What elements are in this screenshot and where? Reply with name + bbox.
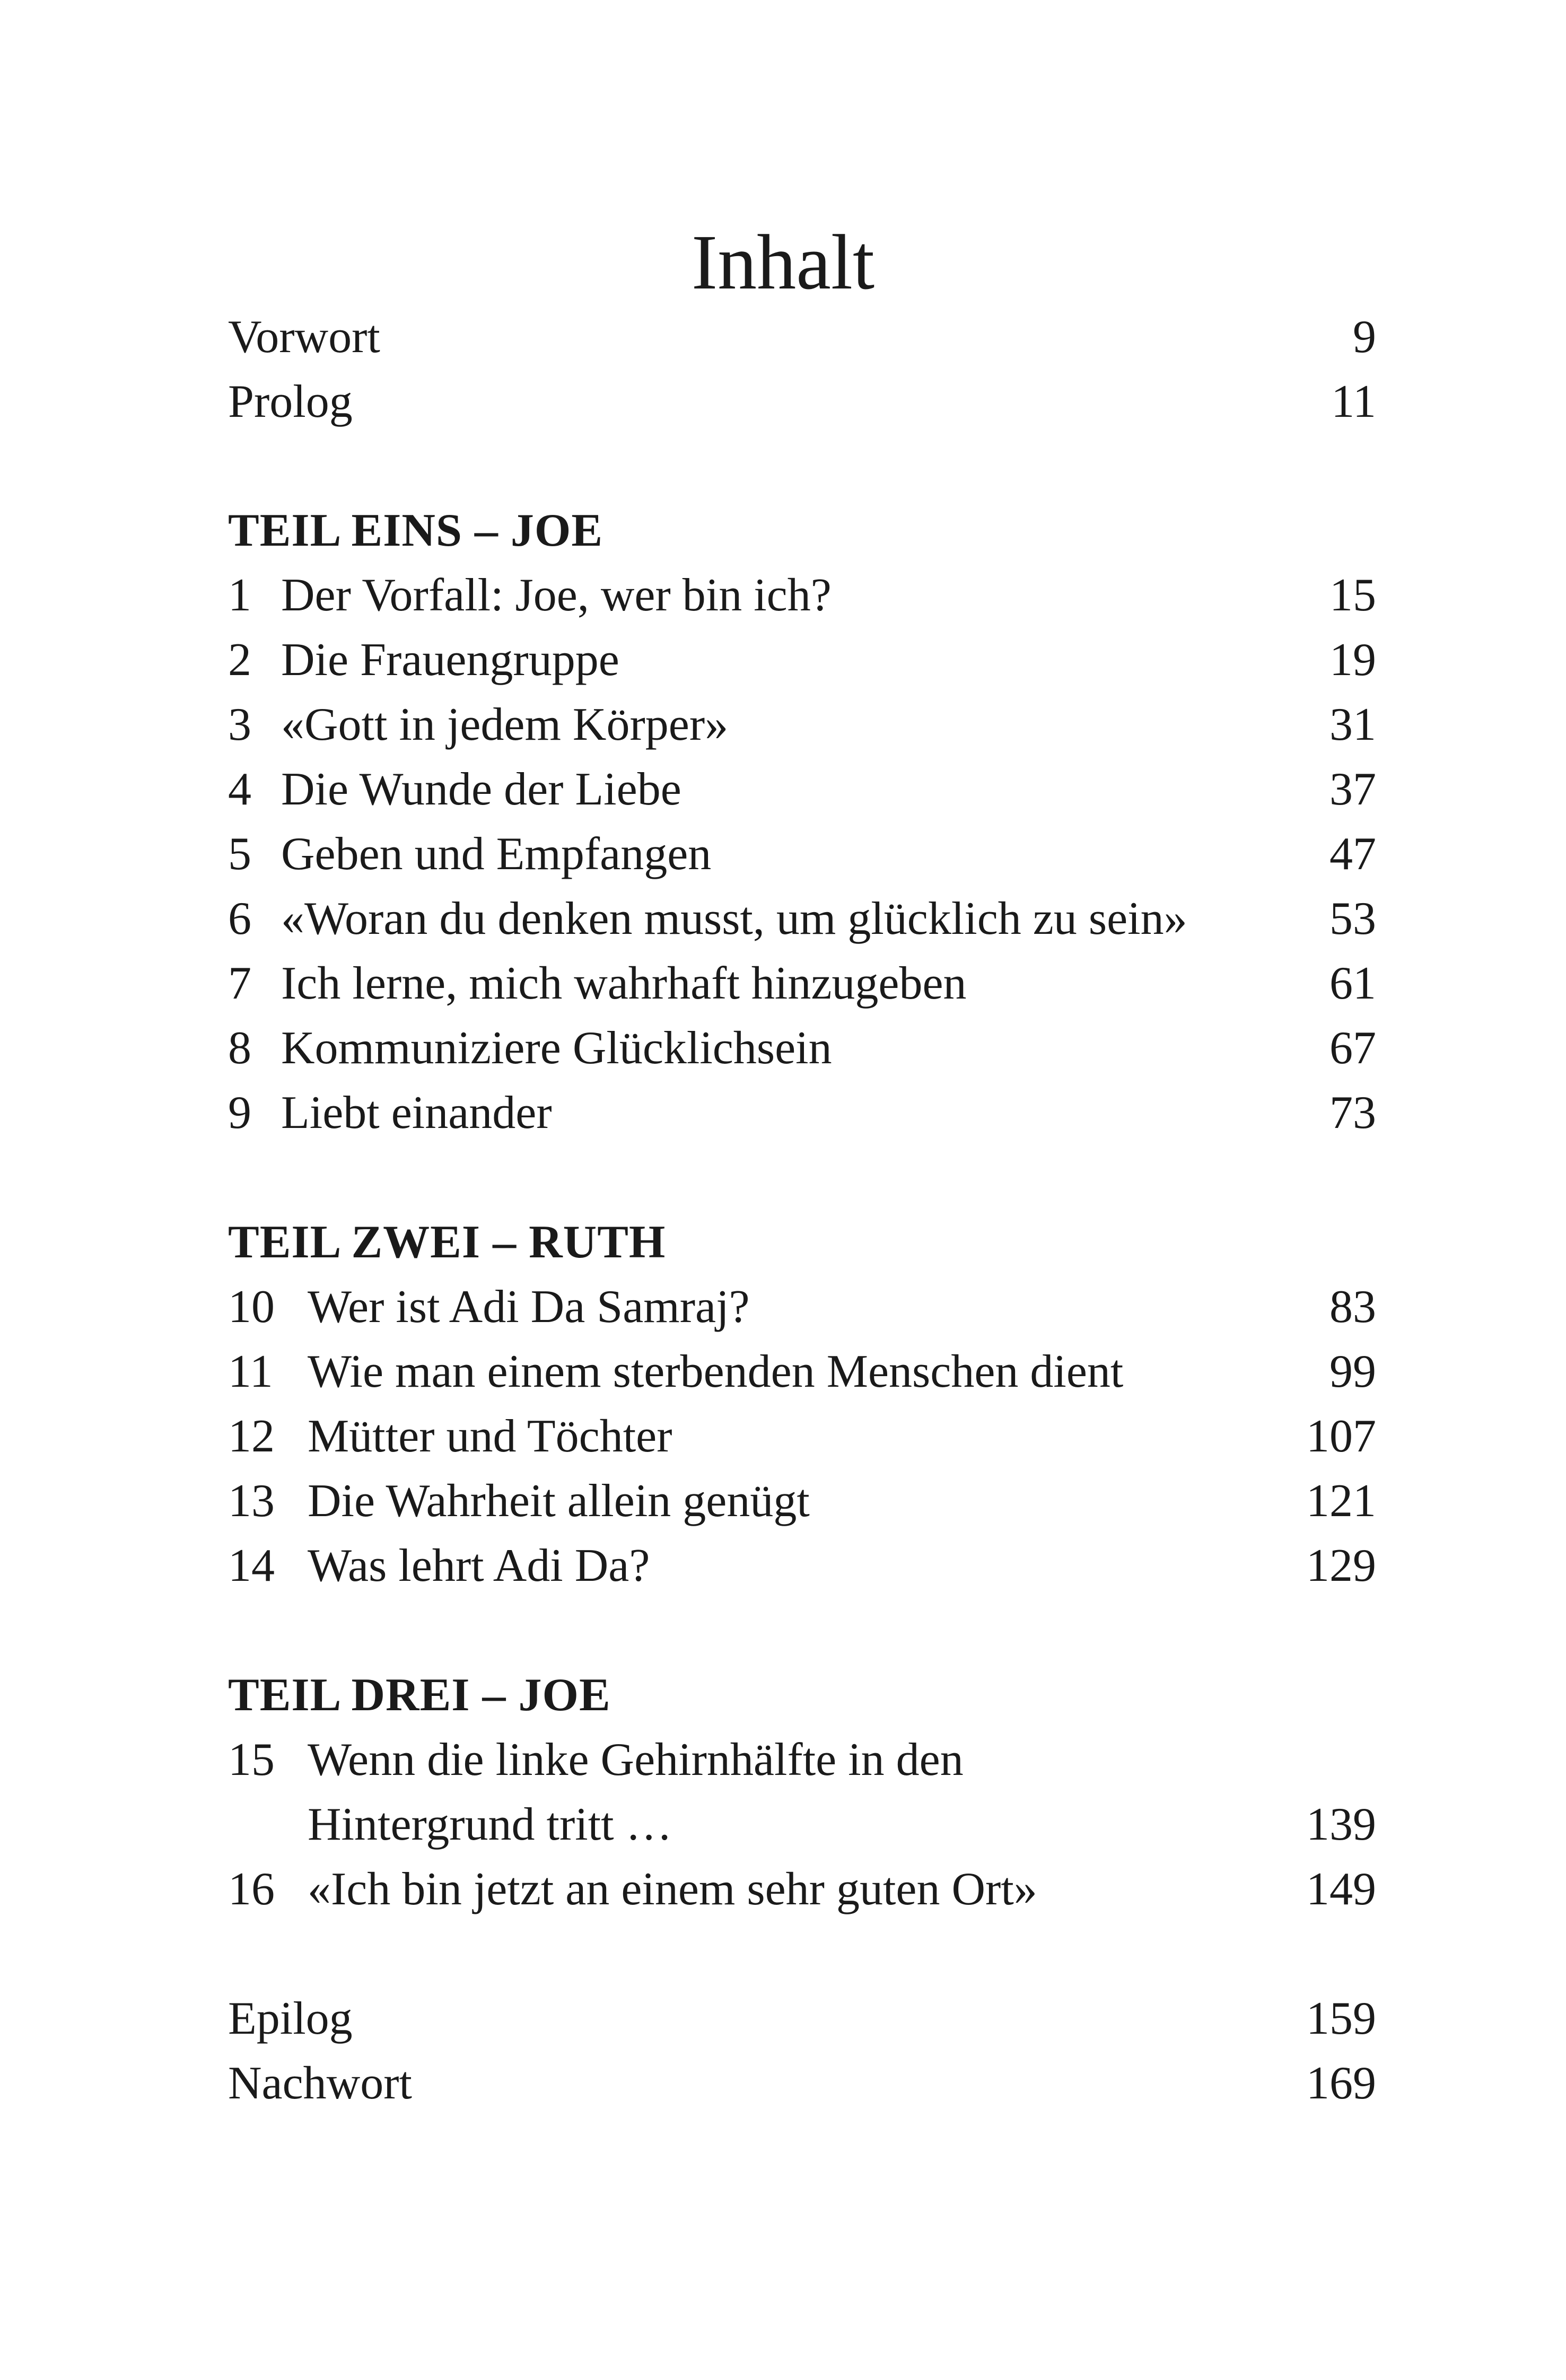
- chapter-title: «Gott in jedem Körper»: [281, 699, 729, 750]
- chapter-title: Mütter und Töchter: [308, 1411, 672, 1462]
- chapter-number: 16: [228, 1863, 275, 1915]
- chapter-page: 19: [1329, 634, 1376, 686]
- part-heading-label: TEIL EINS – JOE: [228, 505, 603, 556]
- chapter-title: «Woran du denken musst, um glücklich zu sein»: [281, 893, 1187, 944]
- chapter-title: Liebt einander: [281, 1087, 552, 1139]
- chapter-number: 7: [228, 958, 251, 1009]
- chapter-entry: [228, 1728, 1376, 1792]
- chapter-entry: [228, 951, 1376, 1016]
- chapter-title: Ich lerne, mich wahrhaft hinzugeben: [281, 958, 967, 1009]
- chapter-page: 107: [1306, 1411, 1376, 1462]
- chapter-page: 67: [1329, 1022, 1376, 1074]
- chapter-title: Die Frauengruppe: [281, 634, 619, 686]
- chapter-title: Geben und Empfangen: [281, 828, 712, 880]
- toc-entry-label: Nachwort: [228, 2058, 412, 2109]
- toc-entry-page: 11: [1331, 376, 1376, 427]
- chapter-page: 129: [1306, 1540, 1376, 1591]
- chapter-number: 15: [228, 1734, 275, 1786]
- chapter-title: Der Vorfall: Joe, wer bin ich?: [281, 570, 832, 621]
- chapter-title: Wenn die linke Gehirnhälfte in den: [308, 1734, 964, 1786]
- chapter-entry: [228, 1404, 1376, 1469]
- chapter-entry: [228, 757, 1376, 822]
- part-heading-1: [228, 498, 1376, 563]
- chapter-entry: [228, 1469, 1376, 1534]
- chapter-title: Kommuniziere Glücklichsein: [281, 1022, 832, 1074]
- chapter-title: Wer ist Adi Da Samraj?: [308, 1281, 750, 1333]
- chapter-title-continuation: Hintergrund tritt …: [308, 1799, 672, 1850]
- chapter-number: 4: [228, 764, 251, 815]
- toc-entry-page: 9: [1353, 311, 1376, 363]
- chapter-number: 5: [228, 828, 251, 880]
- toc-entry-prolog: [228, 370, 1376, 434]
- chapter-number: 8: [228, 1022, 251, 1074]
- chapter-page: 83: [1329, 1281, 1376, 1333]
- part-heading-2: [228, 1210, 1376, 1275]
- chapter-entry: [228, 1340, 1376, 1404]
- chapter-page: 37: [1329, 764, 1376, 815]
- chapter-page: 73: [1329, 1087, 1376, 1139]
- toc-entry-page: 169: [1306, 2058, 1376, 2109]
- chapter-number: 6: [228, 893, 251, 944]
- chapter-page: 47: [1329, 828, 1376, 880]
- chapter-page: 15: [1329, 570, 1376, 621]
- part-heading-label: TEIL ZWEI – RUTH: [228, 1217, 666, 1268]
- chapter-number: 14: [228, 1540, 275, 1591]
- chapter-entry: [228, 628, 1376, 693]
- chapter-entry: [228, 1016, 1376, 1081]
- chapter-title: «Ich bin jetzt an einem sehr guten Ort»: [308, 1863, 1037, 1915]
- chapter-title: Die Wahrheit allein genügt: [308, 1475, 810, 1527]
- chapter-number: 11: [228, 1346, 273, 1397]
- toc-entry-page: 159: [1306, 1993, 1376, 2044]
- chapter-number: 2: [228, 634, 251, 686]
- chapter-entry: [228, 1534, 1376, 1598]
- chapter-page: 31: [1329, 699, 1376, 750]
- chapter-number: 3: [228, 699, 251, 750]
- chapter-entry: [228, 1275, 1376, 1340]
- toc-entry-vorwort: [228, 305, 1376, 370]
- chapter-title: Wie man einem sterbenden Menschen dient: [308, 1346, 1124, 1397]
- chapter-title: Was lehrt Adi Da?: [308, 1540, 650, 1591]
- chapter-page: 53: [1329, 893, 1376, 944]
- chapter-page: 149: [1306, 1863, 1376, 1915]
- chapter-entry: [228, 1857, 1376, 1922]
- chapter-entry: [228, 693, 1376, 757]
- chapter-number: 12: [228, 1411, 275, 1462]
- chapter-title: Die Wunde der Liebe: [281, 764, 681, 815]
- chapter-entry: [228, 1081, 1376, 1145]
- toc-entry-epilog: [228, 1987, 1376, 2051]
- chapter-entry: [228, 822, 1376, 887]
- chapter-number: 13: [228, 1475, 275, 1527]
- chapter-page: 121: [1306, 1475, 1376, 1527]
- chapter-entry-continuation: [228, 1792, 1376, 1857]
- chapter-page: 61: [1329, 958, 1376, 1009]
- chapter-entry: [228, 887, 1376, 951]
- page-title: Inhalt: [691, 219, 875, 306]
- chapter-page: 139: [1306, 1799, 1376, 1850]
- chapter-page: 99: [1329, 1346, 1376, 1397]
- chapter-entry: [228, 563, 1376, 628]
- toc-entry-nachwort: [228, 2051, 1376, 2116]
- toc-entry-label: Epilog: [228, 1993, 353, 2044]
- part-heading-label: TEIL DREI – JOE: [228, 1669, 611, 1721]
- part-heading-3: [228, 1663, 1376, 1728]
- chapter-number: 10: [228, 1281, 275, 1333]
- toc-entry-label: Vorwort: [228, 311, 380, 363]
- toc-entry-label: Prolog: [228, 376, 353, 427]
- chapter-number: 1: [228, 570, 251, 621]
- chapter-number: 9: [228, 1087, 251, 1139]
